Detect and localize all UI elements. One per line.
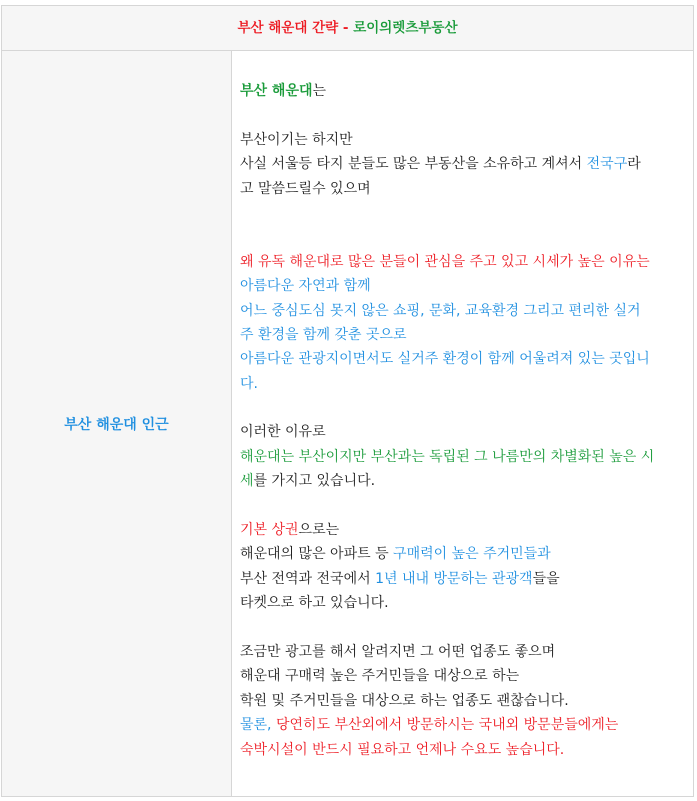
text-line: 부산이기는 하지만: [240, 131, 353, 148]
highlight-blue: 물론,: [240, 717, 276, 734]
header-separator: -: [338, 20, 354, 36]
highlight-blue: 구매력이 높은 주거민들과: [393, 546, 551, 563]
left-label-cell: [2, 51, 232, 796]
highlight-blue: 1년 내내 방문하는 관광객: [375, 570, 533, 587]
text-line: 아름다운 관광지이면서도 실거주 환경이 함께 어울려져 있는 곳입니: [240, 351, 650, 368]
text-line: 어느 중심도심 못지 않은 쇼핑, 문화, 교육환경 그리고 편리한 실거: [240, 302, 641, 319]
description-cell: [240, 79, 685, 762]
text-line: 해운대는 부산이지만 부산과는 독립된 그 나름만의 차별화된 높은 시: [240, 448, 655, 465]
text-line: 타켓으로 하고 있습니다.: [240, 595, 389, 612]
highlight-red: 당연히도 부산외에서 방문하시는 국내외 방문분들에게는: [275, 717, 619, 734]
text-line: 다.: [240, 375, 258, 392]
text-line: 숙박시설이 반드시 필요하고 언제나 수요도 높습니다.: [240, 741, 565, 758]
highlight-blue: 전국구: [586, 156, 628, 173]
header-title-red: 부산 해운대 간략: [237, 20, 339, 36]
region-label: 부산 해운대 인근: [64, 417, 169, 433]
text-line: 해운대 구매력 높은 주거민들을 대상으로 하는: [240, 668, 520, 685]
table-header: [2, 6, 693, 51]
highlight-red: 기본 상권: [240, 522, 299, 539]
text-line: [240, 567, 685, 591]
text-line: 이러한 이유로: [240, 424, 326, 441]
text-span: 를 가지고 있습니다.: [253, 473, 376, 490]
text-line: 학원 및 주거민들을 대상으로 하는 업종도 괜찮습니다.: [240, 692, 569, 709]
header-title-green: 로이의렛츠부동산: [353, 20, 458, 36]
text-span: 라: [627, 156, 641, 173]
text-span: 으로는: [298, 522, 340, 539]
text-line: [240, 469, 685, 493]
text-span: 사실 서울등 타지 분들도 많은 부동산을 소유하고 계셔서: [240, 156, 587, 173]
text-line: [240, 152, 685, 176]
heading-line: [240, 79, 685, 103]
heading-suffix: 는: [312, 83, 327, 99]
text-line: 고 말씀드릴수 있으며: [240, 180, 371, 197]
highlight-green: 세: [240, 473, 254, 490]
text-span: 부산 전역과 전국에서: [240, 570, 376, 587]
heading-highlight: 부산 해운대: [240, 83, 313, 99]
text-line: [240, 518, 685, 542]
text-line: [240, 542, 685, 566]
text-line: 주 환경을 함께 갖춘 곳으로: [240, 326, 407, 343]
text-span: 해운대의 많은 아파트 등: [240, 546, 394, 563]
text-line: [240, 713, 685, 737]
text-line: 왜 유독 해운대로 많은 분들이 관심을 주고 있고 시세가 높은 이유는: [240, 253, 650, 270]
text-line: 아름다운 자연과 함께: [240, 278, 371, 295]
text-line: 조금만 광고를 해서 알려지면 그 어떤 업종도 좋으며: [240, 643, 556, 660]
text-span: 들을: [532, 570, 560, 587]
